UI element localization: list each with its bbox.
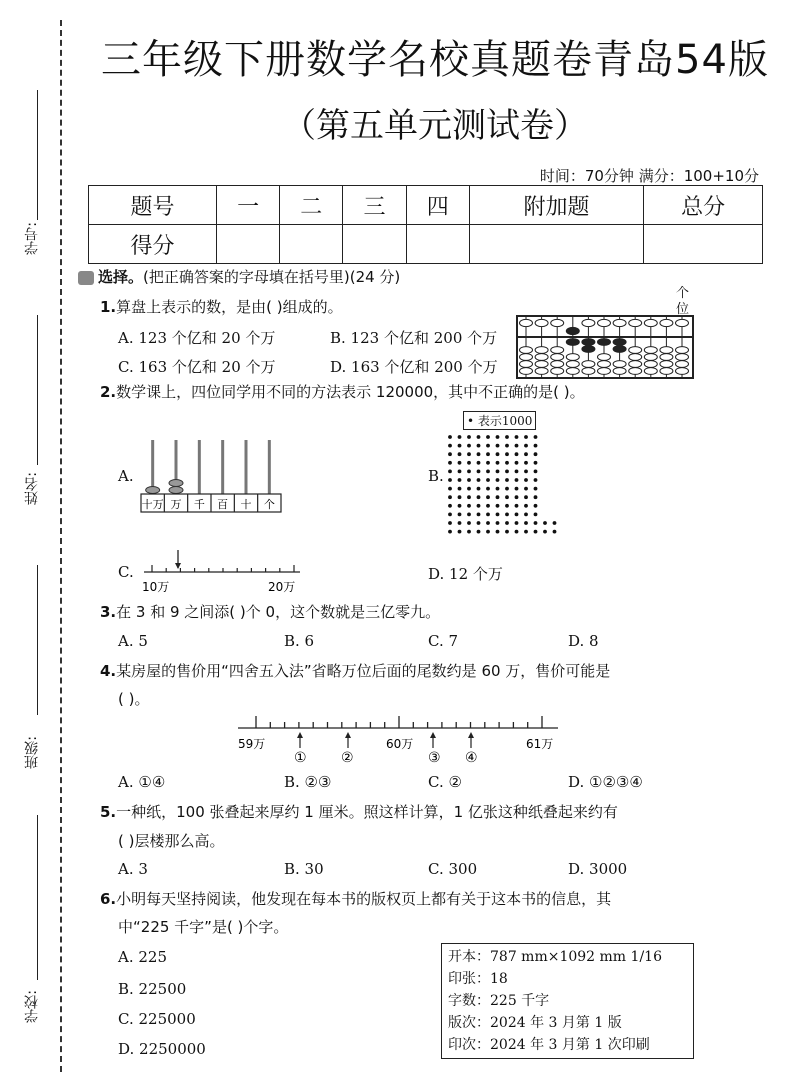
- dot: [496, 478, 500, 482]
- question-6: 6.小明每天坚持阅读，他发现在每本书的版权页上都有关于这本书的信息，其: [100, 890, 612, 908]
- score-blank[interactable]: [343, 225, 406, 264]
- q1-option-c[interactable]: C. 163 个亿和 20 个万: [118, 358, 276, 376]
- dot: [505, 504, 509, 508]
- abacus-bead: [613, 319, 626, 326]
- dot: [467, 470, 471, 474]
- q6-option-a[interactable]: A. 225: [118, 948, 167, 966]
- question-1: 1.算盘上表示的数，是由( )组成的。: [100, 298, 343, 316]
- dot: [524, 504, 528, 508]
- page-title: 三年级下册数学名校真题卷青岛54版: [101, 37, 769, 83]
- q3-option-c[interactable]: C. 7: [428, 632, 459, 650]
- dot: [477, 521, 481, 525]
- dot: [505, 461, 509, 465]
- abacus-bead: [535, 319, 548, 326]
- marker-2: ②: [341, 750, 354, 766]
- dot: [496, 530, 500, 534]
- dot: [458, 521, 462, 525]
- student-no-label: 学号:: [24, 222, 40, 255]
- dot: [515, 461, 519, 465]
- abacus-bead: [551, 354, 564, 361]
- dot: [486, 487, 490, 491]
- dot: [458, 461, 462, 465]
- info-line: 版次：2024 年 3 月第 1 版: [448, 1015, 622, 1031]
- question-3: 3.在 3 和 9 之间添( )个 0，这个数就是三亿零九。: [100, 603, 441, 621]
- q4-option-a[interactable]: A. ①④: [118, 773, 166, 791]
- abacus-bead: [644, 354, 657, 361]
- abacus-bead: [676, 361, 689, 368]
- dot: [524, 495, 528, 499]
- dot: [505, 444, 509, 448]
- score-cell: 题号: [89, 186, 217, 225]
- number-line-q4: [228, 712, 568, 768]
- dot: [524, 487, 528, 491]
- dot: [458, 478, 462, 482]
- abacus-bead: [613, 368, 626, 375]
- dot: [467, 521, 471, 525]
- abacus-bead: [551, 368, 564, 375]
- dot: [496, 521, 500, 525]
- dot: [486, 461, 490, 465]
- dot: [515, 487, 519, 491]
- dot: [467, 452, 471, 456]
- dot: [524, 461, 528, 465]
- abacus-bead: [520, 319, 533, 326]
- number-line-right-label: 20万: [268, 580, 296, 594]
- abacus-bead: [629, 361, 642, 368]
- q3-option-b[interactable]: B. 6: [284, 632, 315, 650]
- abacus-bead: [629, 319, 642, 326]
- dot: [467, 504, 471, 508]
- dot: [496, 504, 500, 508]
- dot: [524, 444, 528, 448]
- dot: [448, 487, 452, 491]
- dot: [505, 530, 509, 534]
- abacus-bead: [582, 361, 595, 368]
- dot: [524, 521, 528, 525]
- dot: [477, 478, 481, 482]
- q3-option-d[interactable]: D. 8: [568, 632, 599, 650]
- dot: [467, 487, 471, 491]
- number-line-left-label: 10万: [142, 580, 170, 594]
- abacus-bead: [582, 339, 595, 346]
- q2-option-b[interactable]: B.: [428, 467, 444, 485]
- dot: [505, 521, 509, 525]
- dot: [477, 461, 481, 465]
- q5-option-b[interactable]: B. 30: [284, 860, 324, 878]
- dot: [486, 504, 490, 508]
- abacus-bead: [660, 368, 673, 375]
- q5-option-a[interactable]: A. 3: [118, 860, 148, 878]
- abacus-bead: [535, 368, 548, 375]
- abacus-bead: [551, 347, 564, 354]
- binding-line-4: [37, 815, 38, 980]
- abacus-bead: [644, 368, 657, 375]
- q4-option-b[interactable]: B. ②③: [284, 773, 332, 791]
- time-info: 时间：70分钟 满分：100+10分: [539, 167, 759, 185]
- dot: [515, 530, 519, 534]
- abacus-bead: [535, 354, 548, 361]
- score-cell: 三: [343, 186, 406, 225]
- dot: [448, 461, 452, 465]
- abacus-bead: [520, 347, 533, 354]
- score-cell: 四: [406, 186, 469, 225]
- abacus-bead: [566, 368, 579, 375]
- abacus-bead: [520, 368, 533, 375]
- info-line: 印次：2024 年 3 月第 1 次印刷: [448, 1037, 650, 1053]
- q1-option-a[interactable]: A. 123 个亿和 20 个万: [118, 329, 276, 347]
- dot: [534, 452, 538, 456]
- dot: [486, 435, 490, 439]
- page-subtitle: （第五单元测试卷）: [282, 106, 588, 146]
- dot: [515, 470, 519, 474]
- dot: [524, 478, 528, 482]
- abacus-bead: [660, 319, 673, 326]
- dot: [467, 478, 471, 482]
- dot: [505, 513, 509, 517]
- abacus-bead: [613, 361, 626, 368]
- dot: [458, 495, 462, 499]
- cut-line: [60, 20, 62, 1072]
- question-6-line2: 中“225 千字”是( )个字。: [118, 918, 289, 936]
- abacus-label-wei: 位: [676, 302, 690, 317]
- dot: [477, 470, 481, 474]
- dot: [448, 444, 452, 448]
- dot: [477, 487, 481, 491]
- abacus-bead: [598, 368, 611, 375]
- counter-bead: [169, 480, 183, 487]
- dot: [467, 530, 471, 534]
- q5-option-c[interactable]: C. 300: [428, 860, 478, 878]
- dot: [448, 521, 452, 525]
- counter-bead: [169, 487, 183, 494]
- line-label-61: 61万: [526, 737, 554, 751]
- abacus-bead: [598, 354, 611, 361]
- abacus-bead: [644, 361, 657, 368]
- copyright-info-box: [441, 943, 694, 1059]
- abacus-bead: [566, 354, 579, 361]
- dot: [505, 452, 509, 456]
- dot: [486, 470, 490, 474]
- q2-option-d[interactable]: D. 12 个万: [428, 565, 503, 583]
- dot: [534, 521, 538, 525]
- abacus-bead: [644, 347, 657, 354]
- dot: [467, 444, 471, 448]
- abacus-bead: [566, 361, 579, 368]
- q6-option-d[interactable]: D. 2250000: [118, 1040, 206, 1058]
- place-value-label: 千: [193, 498, 205, 511]
- place-value-label: 万: [170, 498, 182, 511]
- q2-option-a[interactable]: A.: [118, 467, 134, 485]
- question-5-line2: ( )层楼那么高。: [118, 832, 225, 850]
- dot: [477, 504, 481, 508]
- q6-option-c[interactable]: C. 225000: [118, 1010, 196, 1028]
- dot: [515, 521, 519, 525]
- class-label: 班级:: [24, 736, 40, 769]
- dot: [486, 452, 490, 456]
- dot: [486, 478, 490, 482]
- dot: [505, 478, 509, 482]
- dot: [524, 513, 528, 517]
- dot: [458, 444, 462, 448]
- dot: [496, 435, 500, 439]
- question-4: 4.某房屋的售价用“四舍五入法”省略万位后面的尾数约是 60 万，售价可能是: [100, 662, 611, 680]
- dot: [496, 470, 500, 474]
- marker-4: ④: [465, 750, 478, 766]
- abacus-bead: [582, 368, 595, 375]
- dot: [458, 435, 462, 439]
- info-line: 印张：18: [448, 971, 508, 987]
- q4-option-d[interactable]: D. ①②③④: [568, 773, 643, 791]
- dot: [543, 521, 547, 525]
- dot: [553, 530, 557, 534]
- abacus-bead: [613, 339, 626, 346]
- abacus-bead: [551, 361, 564, 368]
- question-2: 2.数学课上，四位同学用不同的方法表示 120000，其中不正确的是( )。: [100, 383, 585, 401]
- dot: [534, 478, 538, 482]
- dot: [448, 504, 452, 508]
- abacus-bead: [520, 354, 533, 361]
- score-blank[interactable]: [644, 225, 763, 264]
- abacus-bead: [629, 354, 642, 361]
- dot-grid-figure: [446, 433, 566, 541]
- question-5: 5.一种纸，100 张叠起来厚约 1 厘米。照这样计算，1 亿张这种纸叠起来约有: [100, 803, 618, 821]
- q5-option-d[interactable]: D. 3000: [568, 860, 628, 878]
- dot: [524, 530, 528, 534]
- q6-option-b[interactable]: B. 22500: [118, 980, 187, 998]
- line-label-59: 59万: [238, 737, 266, 751]
- dot: [496, 513, 500, 517]
- q4-option-c[interactable]: C. ②: [428, 773, 462, 791]
- arrow-head: [297, 732, 303, 738]
- dot: [477, 452, 481, 456]
- info-line: 开本：787 mm×1092 mm 1/16: [448, 949, 662, 965]
- dot: [515, 444, 519, 448]
- dot: [496, 461, 500, 465]
- abacus-bead: [660, 347, 673, 354]
- abacus-bead: [582, 319, 595, 326]
- score-table-score-row: [89, 225, 763, 264]
- dot: [496, 495, 500, 499]
- q1-option-b[interactable]: B. 123 个亿和 200 个万: [330, 329, 498, 347]
- arrow-head: [468, 732, 474, 738]
- dot: [448, 530, 452, 534]
- abacus-bead: [598, 361, 611, 368]
- dot: [534, 444, 538, 448]
- place-value-label: 百: [217, 498, 229, 511]
- dot: [553, 521, 557, 525]
- dot: [515, 495, 519, 499]
- dot: [458, 470, 462, 474]
- info-line: 字数：225 千字: [448, 993, 550, 1009]
- dot: [458, 513, 462, 517]
- abacus-bead: [598, 319, 611, 326]
- dot: [534, 530, 538, 534]
- abacus-bead: [551, 319, 564, 326]
- score-blank[interactable]: [280, 225, 343, 264]
- dot: [448, 478, 452, 482]
- score-blank[interactable]: [406, 225, 469, 264]
- score-cell: 二: [280, 186, 343, 225]
- dot: [477, 530, 481, 534]
- dot: [534, 435, 538, 439]
- abacus-bead: [676, 347, 689, 354]
- abacus-bead: [566, 327, 579, 334]
- counting-rods-figure: [140, 432, 290, 514]
- q1-option-d[interactable]: D. 163 个亿和 200 个万: [330, 358, 498, 376]
- arrow-head: [430, 732, 436, 738]
- dot: [534, 487, 538, 491]
- abacus-bead: [644, 319, 657, 326]
- abacus-bead: [676, 354, 689, 361]
- q2-option-c[interactable]: C.: [118, 563, 134, 581]
- counter-bead: [146, 487, 160, 494]
- abacus-bead: [520, 361, 533, 368]
- q3-option-a[interactable]: A. 5: [118, 632, 148, 650]
- section-heading: 选择。(把正确答案的字母填在括号里)(24 分): [78, 266, 400, 287]
- abacus-bead: [598, 339, 611, 346]
- abacus-bead: [613, 346, 626, 353]
- abacus-bead: [660, 361, 673, 368]
- dot: [505, 487, 509, 491]
- binding-line-1: [37, 90, 38, 220]
- dot: [515, 513, 519, 517]
- dot: [534, 470, 538, 474]
- dot: [524, 470, 528, 474]
- dot: [486, 530, 490, 534]
- section-one-icon: [78, 271, 94, 285]
- dot: [515, 504, 519, 508]
- dot: [505, 435, 509, 439]
- marker-1: ①: [294, 750, 307, 766]
- marker-3: ③: [428, 750, 441, 766]
- score-cell: 附加题: [469, 186, 643, 225]
- dot: [505, 470, 509, 474]
- abacus-bead: [629, 368, 642, 375]
- dot: [477, 513, 481, 517]
- line-label-60: 60万: [386, 737, 414, 751]
- dot: [467, 435, 471, 439]
- dot: [486, 521, 490, 525]
- score-table-header-row: [89, 186, 763, 225]
- dot: [496, 444, 500, 448]
- dot: [524, 435, 528, 439]
- dot: [486, 513, 490, 517]
- dot: [515, 452, 519, 456]
- dot: [448, 435, 452, 439]
- dot: [458, 530, 462, 534]
- binding-line-3: [37, 565, 38, 715]
- dot: [534, 513, 538, 517]
- dot: [477, 495, 481, 499]
- school-label: 学校:: [24, 990, 40, 1023]
- score-blank[interactable]: [469, 225, 643, 264]
- score-blank[interactable]: [217, 225, 280, 264]
- abacus-bead: [535, 361, 548, 368]
- abacus-label-ge: 个: [676, 286, 690, 301]
- dot: [534, 495, 538, 499]
- arrow-head: [345, 732, 351, 738]
- abacus-bead: [582, 346, 595, 353]
- dot: [448, 470, 452, 474]
- binding-line-2: [37, 315, 38, 465]
- number-line-c: [138, 547, 306, 595]
- dot: [505, 495, 509, 499]
- name-label: 姓名:: [24, 472, 40, 505]
- dot: [496, 487, 500, 491]
- dot: [486, 444, 490, 448]
- abacus-bead: [676, 368, 689, 375]
- score-cell: 得分: [89, 225, 217, 264]
- dot: [448, 495, 452, 499]
- dot: [448, 452, 452, 456]
- dot: [458, 504, 462, 508]
- abacus-bead: [629, 347, 642, 354]
- abacus-bead: [676, 319, 689, 326]
- score-cell: 总分: [644, 186, 763, 225]
- dot: [467, 513, 471, 517]
- dot: [448, 513, 452, 517]
- score-table: [88, 185, 763, 264]
- place-value-label: 十: [240, 498, 252, 511]
- dot: [515, 435, 519, 439]
- dot: [467, 461, 471, 465]
- dot: [534, 504, 538, 508]
- dot: [524, 452, 528, 456]
- abacus-bead: [535, 347, 548, 354]
- question-4-line2: ( )。: [118, 690, 150, 708]
- abacus-bead: [660, 354, 673, 361]
- dot: [496, 452, 500, 456]
- dot: [458, 452, 462, 456]
- dot: [467, 495, 471, 499]
- dot-legend: • 表示1000: [463, 411, 536, 430]
- place-value-label: 十万: [141, 498, 164, 511]
- dot: [486, 495, 490, 499]
- dot: [543, 530, 547, 534]
- place-value-label: 个: [263, 498, 275, 511]
- abacus-figure: [516, 315, 694, 379]
- dot: [477, 435, 481, 439]
- dot: [534, 461, 538, 465]
- dot: [458, 487, 462, 491]
- dot: [515, 478, 519, 482]
- abacus-bead: [566, 339, 579, 346]
- dot: [477, 444, 481, 448]
- score-cell: 一: [217, 186, 280, 225]
